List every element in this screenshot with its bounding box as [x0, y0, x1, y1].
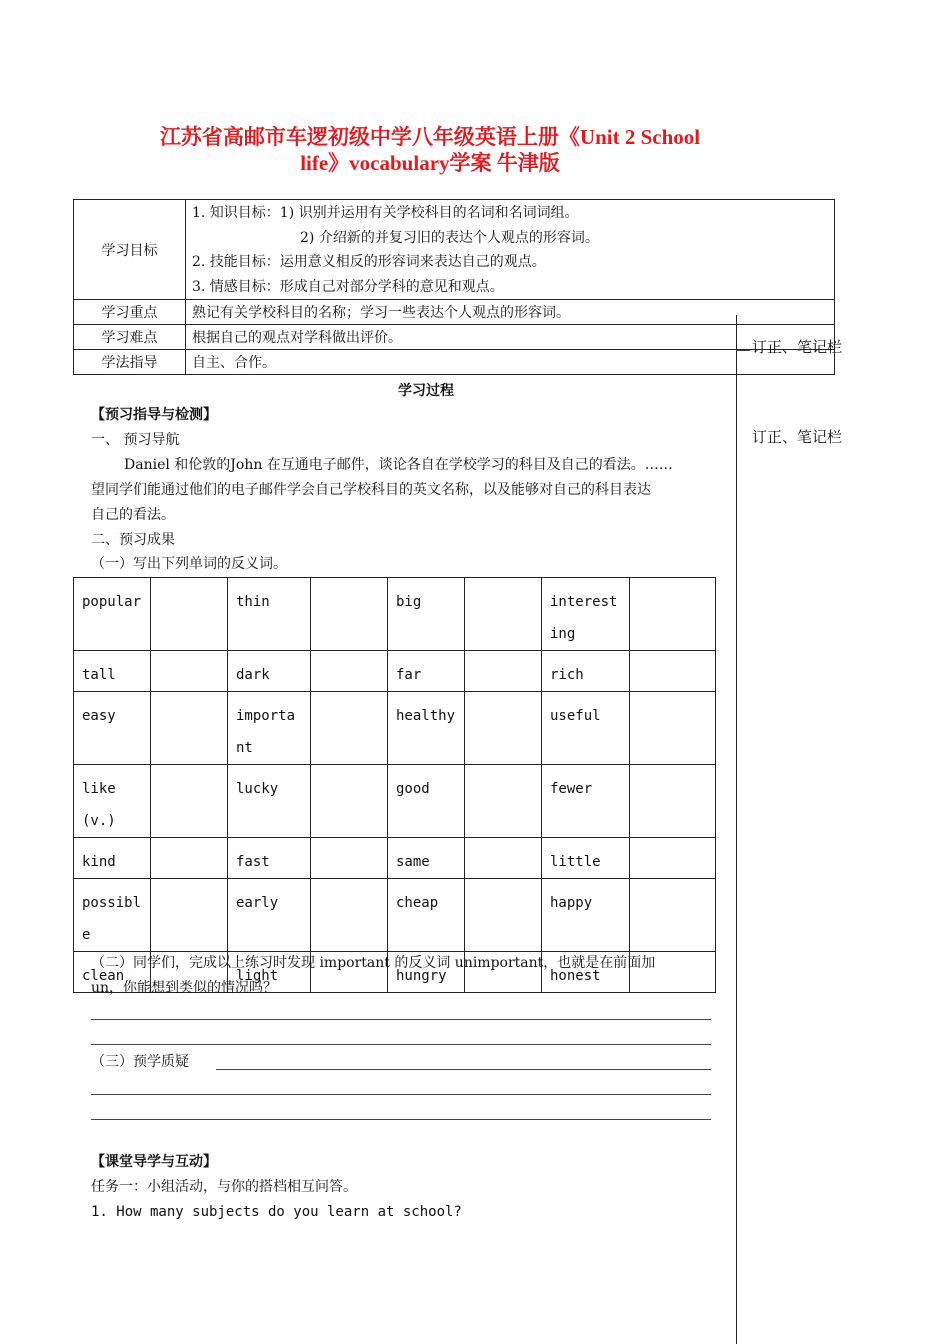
section-preview-heading: 【预习指导与检测】: [91, 407, 217, 423]
answer-cell[interactable]: [311, 765, 388, 838]
task1-instruction: （一）写出下列单词的反义词。: [91, 556, 287, 572]
answer-cell[interactable]: [465, 765, 542, 838]
word-cell: useful: [542, 692, 630, 765]
task-one: 任务一：小组活动，与你的搭档相互问答。: [91, 1179, 357, 1195]
notes-label-2: 订正、笔记栏: [752, 428, 843, 446]
method-text: 自主、合作。: [186, 350, 835, 375]
word-cell: fewer: [542, 765, 630, 838]
word-cell: tall: [74, 651, 151, 692]
word-row: [74, 578, 716, 651]
preview-result-heading: 二、预习成果: [91, 532, 175, 548]
word-cell: hungry: [388, 952, 465, 993]
notes-label-1: 订正、笔记栏: [752, 338, 843, 356]
answer-line-1[interactable]: [91, 1019, 711, 1020]
word-cell: happy: [542, 879, 630, 952]
word-cell: far: [388, 651, 465, 692]
word-row: [74, 838, 716, 879]
word-cell: easy: [74, 692, 151, 765]
answer-cell[interactable]: [311, 651, 388, 692]
word-cell: good: [388, 765, 465, 838]
word-cell: cheap: [388, 879, 465, 952]
difficulty-text: 根据自己的观点对学科做出评价。: [186, 325, 835, 350]
word-cell: rich: [542, 651, 630, 692]
word-cell: fast: [228, 838, 311, 879]
preview-nav: 一、 预习导航: [91, 432, 180, 448]
question-1: 1. How many subjects do you learn at school?: [91, 1204, 462, 1220]
question-line-3[interactable]: [91, 1119, 711, 1120]
intro-line-3: 自己的看法。: [91, 507, 175, 523]
intro-line-1: Daniel 和伦敦的John 在互通电子邮件，谈论各自在学校学习的科目及自己的看法。……: [124, 457, 673, 473]
key-points-label: 学习重点: [74, 300, 186, 325]
answer-cell[interactable]: [311, 838, 388, 879]
word-cell: like(v.): [74, 765, 151, 838]
question-line-1[interactable]: [216, 1069, 711, 1070]
answer-cell[interactable]: [311, 879, 388, 952]
word-row: [74, 879, 716, 952]
answer-cell[interactable]: [151, 879, 228, 952]
answer-cell[interactable]: [465, 692, 542, 765]
objective-line-4: 3. 情感目标：形成自己对部分学科的意见和观点。: [192, 278, 504, 295]
page-title-line1: 江苏省高邮市车逻初级中学八年级英语上册《Unit 2 School: [159, 125, 701, 149]
task2-line-1: （二）同学们，完成以上练习时发现 important 的反义词 unimportant，也就是在前面加: [91, 955, 656, 971]
word-row: [74, 692, 716, 765]
page-title-line2: life》vocabulary学案 牛津版: [300, 151, 560, 175]
objective-line-3: 2. 技能目标：运用意义相反的形容词来表达自己的观点。: [192, 254, 546, 270]
answer-line-2[interactable]: [91, 1044, 711, 1045]
answer-cell[interactable]: [465, 651, 542, 692]
word-cell: honest: [542, 952, 630, 993]
process-title: 学习过程: [398, 383, 454, 399]
intro-line-2: 望同学们能通过他们的电子邮件学会自己学校科目的英文名称，以及能够对自己的科目表达: [91, 482, 651, 498]
word-cell: popular: [74, 578, 151, 651]
answer-cell[interactable]: [465, 838, 542, 879]
method-label: 学法指导: [74, 350, 186, 375]
task2-line-2: un，你能想到类似的情况吗？: [91, 980, 278, 996]
word-cell: lucky: [228, 765, 311, 838]
answer-cell[interactable]: [311, 578, 388, 651]
objective-content: [186, 200, 835, 300]
objective-line-2: 2) 介绍新的并复习旧的表达个人观点的形容词。: [300, 229, 599, 246]
answer-cell[interactable]: [151, 651, 228, 692]
answer-cell[interactable]: [630, 765, 716, 838]
word-cell: healthy: [388, 692, 465, 765]
answer-cell[interactable]: [630, 578, 716, 651]
word-cell: kind: [74, 838, 151, 879]
notes-tick: [736, 350, 750, 351]
antonym-table: [73, 577, 716, 993]
word-cell: dark: [228, 651, 311, 692]
word-cell: clean: [74, 952, 151, 993]
objective-label: 学习目标: [74, 200, 186, 300]
word-cell: possible: [74, 879, 151, 952]
answer-cell[interactable]: [630, 692, 716, 765]
answer-cell[interactable]: [630, 838, 716, 879]
answer-cell[interactable]: [311, 692, 388, 765]
objective-line-1: 1. 知识目标：1) 识别并运用有关学校科目的名词和名词词组。: [192, 205, 579, 221]
answer-cell[interactable]: [151, 765, 228, 838]
answer-cell[interactable]: [630, 879, 716, 952]
objectives-table: [73, 199, 835, 375]
difficulty-label: 学习难点: [74, 325, 186, 350]
answer-cell[interactable]: [465, 879, 542, 952]
word-cell: same: [388, 838, 465, 879]
word-row: [74, 765, 716, 838]
answer-cell[interactable]: [465, 578, 542, 651]
word-cell: light: [228, 952, 311, 993]
word-cell: important: [228, 692, 311, 765]
task3-label: （三）预学质疑: [91, 1054, 189, 1070]
question-line-2[interactable]: [91, 1094, 711, 1095]
answer-cell[interactable]: [151, 692, 228, 765]
word-cell: thin: [228, 578, 311, 651]
answer-cell[interactable]: [630, 651, 716, 692]
answer-cell[interactable]: [151, 838, 228, 879]
word-cell: little: [542, 838, 630, 879]
notes-column-divider: [736, 315, 737, 1344]
word-cell: interesting: [542, 578, 630, 651]
answer-cell[interactable]: [151, 578, 228, 651]
word-row: [74, 651, 716, 692]
word-cell: early: [228, 879, 311, 952]
word-cell: big: [388, 578, 465, 651]
section-class-heading: 【课堂导学与互动】: [91, 1154, 217, 1170]
key-points-text: 熟记有关学校科目的名称；学习一些表达个人观点的形容词。: [186, 300, 835, 325]
